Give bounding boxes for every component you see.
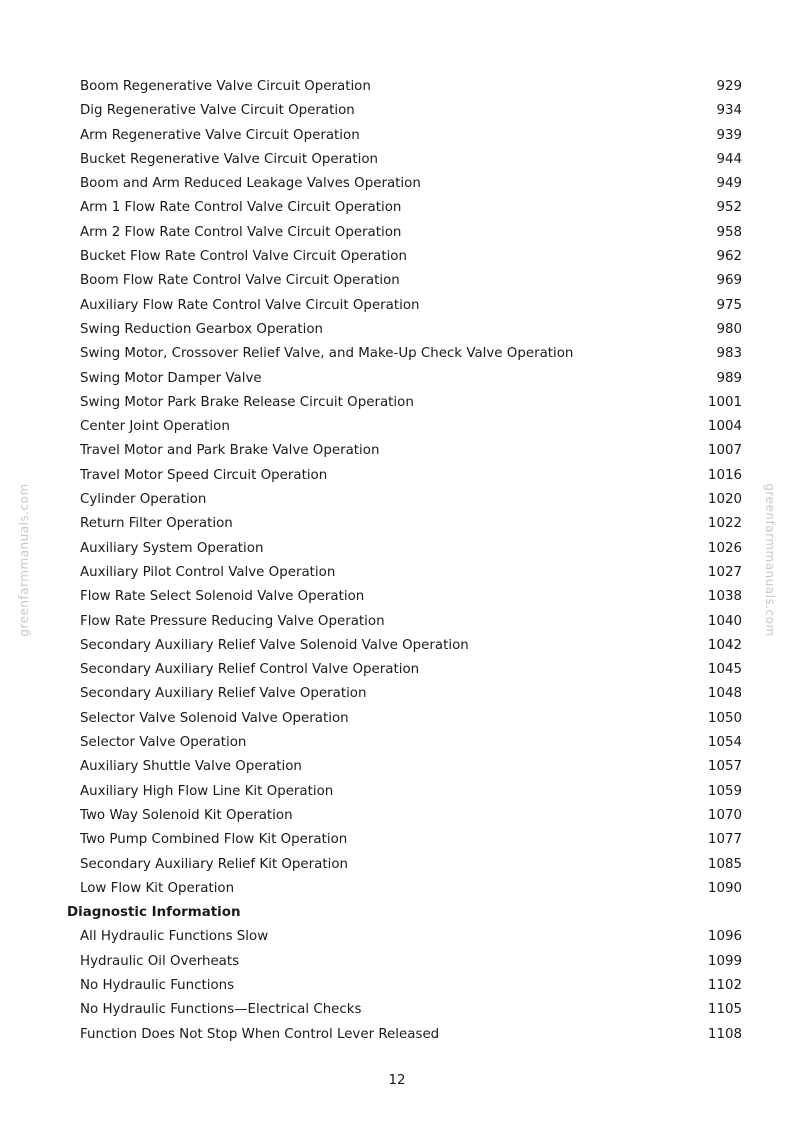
toc-entry-page: 1020: [707, 492, 742, 508]
toc-entry-page: 1001: [707, 394, 742, 410]
toc-entry-title: Two Pump Combined Flow Kit Operation: [80, 832, 348, 848]
toc-entry[interactable]: [0, 877, 794, 901]
toc-entry-page: 1099: [707, 953, 742, 969]
toc-entry[interactable]: [0, 780, 794, 804]
toc-entry[interactable]: [0, 682, 794, 706]
toc-entry[interactable]: [0, 245, 794, 269]
page-number: 12: [388, 1073, 406, 1088]
toc-entry-title: Dig Regenerative Valve Circuit Operation: [80, 103, 355, 119]
toc-entry[interactable]: [0, 512, 794, 536]
toc-entry-page: 1102: [707, 977, 742, 993]
toc-entry-title: Auxiliary Shuttle Valve Operation: [80, 759, 302, 775]
toc-entry[interactable]: [0, 318, 794, 342]
toc-entry-title: Auxiliary Pilot Control Valve Operation: [80, 564, 336, 580]
toc-entry-title: Swing Motor Damper Valve: [80, 370, 262, 386]
toc-entry[interactable]: [0, 391, 794, 415]
toc-entry-page: 1004: [707, 419, 742, 435]
toc-entry-page: 975: [716, 297, 742, 313]
toc-entry[interactable]: [0, 294, 794, 318]
toc-entry[interactable]: [0, 342, 794, 366]
toc-entry-title: Center Joint Operation: [80, 419, 230, 435]
toc-entry-title: Arm Regenerative Valve Circuit Operation: [80, 127, 360, 143]
toc-entry-title: Secondary Auxiliary Relief Kit Operation: [80, 856, 349, 872]
toc-entry-page: 1026: [707, 540, 742, 556]
toc-entry[interactable]: [0, 124, 794, 148]
toc-entry-page: 1096: [707, 929, 742, 945]
toc-entry-title: Flow Rate Pressure Reducing Valve Operation: [80, 613, 385, 629]
toc-entry[interactable]: [0, 367, 794, 391]
toc-entry[interactable]: [0, 269, 794, 293]
toc-entry-title: Travel Motor and Park Brake Valve Operation: [80, 443, 380, 459]
toc-entry[interactable]: [0, 75, 794, 99]
table-of-contents: [0, 75, 794, 1047]
toc-entry[interactable]: [0, 707, 794, 731]
toc-entry-title: All Hydraulic Functions Slow: [80, 929, 269, 945]
toc-entry-page: 1045: [707, 662, 742, 678]
toc-entry-page: 929: [716, 79, 742, 94]
toc-entry[interactable]: [0, 415, 794, 439]
toc-entry-title: Low Flow Kit Operation: [80, 880, 235, 896]
toc-entry[interactable]: [0, 196, 794, 220]
toc-entry-page: 1054: [707, 735, 742, 751]
toc-entry-title: Secondary Auxiliary Relief Control Valve Operation: [80, 662, 420, 678]
section-title: Diagnostic Information: [67, 905, 241, 921]
toc-entry-title: Auxiliary High Flow Line Kit Operation: [80, 783, 334, 799]
toc-entry-page: 949: [716, 176, 742, 192]
toc-entry-page: 1007: [707, 443, 742, 459]
toc-entry-page: 1108: [707, 1026, 742, 1042]
toc-entry-title: Swing Motor Park Brake Release Circuit Operation: [80, 394, 414, 410]
toc-entry-page: 1038: [707, 589, 742, 605]
toc-entry-title: Flow Rate Select Solenoid Valve Operation: [80, 589, 365, 605]
watermark-right-text: greenfarmmanuals.com: [763, 483, 777, 637]
toc-entry-page: 969: [716, 273, 742, 289]
toc-entry[interactable]: [0, 658, 794, 682]
toc-entry-page: 1090: [707, 880, 742, 896]
toc-entry-page: 983: [716, 346, 742, 362]
toc-entry-title: No Hydraulic Functions: [80, 977, 235, 993]
toc-entry[interactable]: [0, 148, 794, 172]
toc-entry[interactable]: [0, 925, 794, 949]
toc-entry-title: Selector Valve Operation: [80, 735, 247, 751]
toc-entry-page: 1105: [707, 1002, 742, 1018]
toc-entry-title: Return Filter Operation: [80, 516, 233, 532]
toc-entry-page: 1077: [707, 832, 742, 848]
toc-entry-title: Swing Reduction Gearbox Operation: [80, 321, 324, 337]
toc-entry[interactable]: [0, 99, 794, 123]
toc-entry-page: 1016: [707, 467, 742, 483]
toc-entry-title: Secondary Auxiliary Relief Valve Operation: [80, 686, 367, 702]
toc-entry[interactable]: [0, 1023, 794, 1047]
toc-entry-title: Two Way Solenoid Kit Operation: [80, 807, 293, 823]
toc-entry[interactable]: [0, 172, 794, 196]
toc-entry[interactable]: [0, 974, 794, 998]
toc-entry-title: Bucket Flow Rate Control Valve Circuit Operation: [80, 249, 407, 265]
toc-entry-page: 989: [716, 370, 742, 386]
toc-entry[interactable]: [0, 488, 794, 512]
toc-entry-page: 962: [716, 249, 742, 265]
toc-entry[interactable]: [0, 755, 794, 779]
section-heading: [0, 901, 794, 925]
toc-entry-page: 952: [716, 200, 742, 216]
watermark-left-text: greenfarmmanuals.com: [17, 483, 31, 637]
toc-entry-title: Selector Valve Solenoid Valve Operation: [80, 710, 349, 726]
toc-entry-title: Auxiliary System Operation: [80, 540, 264, 556]
toc-entry-title: Function Does Not Stop When Control Lever Released: [80, 1026, 440, 1042]
toc-entry-title: Cylinder Operation: [80, 492, 207, 508]
toc-entry-title: No Hydraulic Functions—Electrical Checks: [80, 1002, 362, 1018]
toc-entry-page: 939: [716, 127, 742, 143]
toc-entry-page: 1050: [707, 710, 742, 726]
toc-entry[interactable]: [0, 585, 794, 609]
toc-entry-page: 1027: [707, 564, 742, 580]
toc-entry[interactable]: [0, 221, 794, 245]
toc-entry-title: Arm 1 Flow Rate Control Valve Circuit Operation: [80, 200, 402, 216]
toc-entry[interactable]: [0, 464, 794, 488]
toc-entry[interactable]: [0, 853, 794, 877]
toc-entry[interactable]: [0, 634, 794, 658]
toc-entry[interactable]: [0, 439, 794, 463]
toc-entry-page: 1057: [707, 759, 742, 775]
toc-entry-page: 1042: [707, 637, 742, 653]
toc-entry-page: 1040: [707, 613, 742, 629]
toc-entry-title: Boom Regenerative Valve Circuit Operation: [80, 79, 371, 94]
toc-entry-page: 1022: [707, 516, 742, 532]
toc-entry-page: 934: [716, 103, 742, 119]
toc-entry-title: Boom and Arm Reduced Leakage Valves Operation: [80, 176, 421, 192]
toc-entry-title: Travel Motor Speed Circuit Operation: [80, 467, 328, 483]
toc-entry-page: 1048: [707, 686, 742, 702]
toc-entry-page: 1059: [707, 783, 742, 799]
toc-entry[interactable]: [0, 950, 794, 974]
toc-entry-title: Bucket Regenerative Valve Circuit Operation: [80, 151, 379, 167]
toc-entry-title: Arm 2 Flow Rate Control Valve Circuit Operation: [80, 224, 402, 240]
toc-entry[interactable]: [0, 537, 794, 561]
toc-entry[interactable]: [0, 731, 794, 755]
toc-entry[interactable]: [0, 610, 794, 634]
toc-entry[interactable]: [0, 998, 794, 1022]
toc-entry-page: 1070: [707, 807, 742, 823]
toc-entry-page: 958: [716, 224, 742, 240]
toc-entry[interactable]: [0, 804, 794, 828]
toc-entry-title: Hydraulic Oil Overheats: [80, 953, 240, 969]
toc-entry-page: 980: [716, 321, 742, 337]
toc-entry-page: 1085: [707, 856, 742, 872]
toc-entry[interactable]: [0, 561, 794, 585]
toc-entry-title: Secondary Auxiliary Relief Valve Solenoid Valve Operation: [80, 637, 469, 653]
toc-entry-page: 944: [716, 151, 742, 167]
toc-entry-title: Swing Motor, Crossover Relief Valve, and Make-Up Check Valve Operation: [80, 346, 574, 362]
toc-entry[interactable]: [0, 828, 794, 852]
toc-entry-title: Auxiliary Flow Rate Control Valve Circuit Operation: [80, 297, 420, 313]
toc-entry-title: Boom Flow Rate Control Valve Circuit Operation: [80, 273, 400, 289]
